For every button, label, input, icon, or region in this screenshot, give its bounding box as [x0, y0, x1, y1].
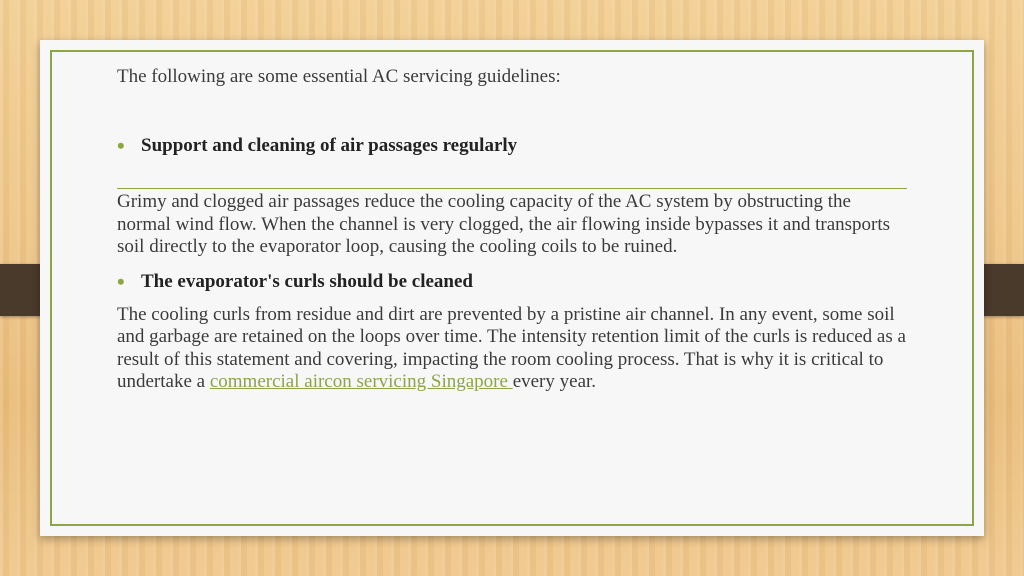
bullet-icon: •	[117, 133, 125, 158]
section1-heading-text: Support and cleaning of air passages regularly	[141, 135, 518, 156]
section2-text-before-link: The cooling curls from residue and dirt are prevented by a pristine air channel. In any event, some soil and garbage are retained on the loops over time. The intensity retention limit of the curls is reduced as a result of this statement and covering, impacting the room cooling process. That is why it is critical to undertake a	[117, 303, 906, 392]
bullet-icon: •	[117, 268, 125, 294]
commercial-aircon-link[interactable]: commercial aircon servicing Singapore	[209, 371, 513, 392]
intro-text: The following are some essential AC servicing guidelines:	[117, 66, 561, 87]
section-divider	[117, 188, 907, 189]
section2-paragraph	[117, 304, 907, 394]
section2-text-after-link: every year.	[512, 371, 597, 392]
section1-heading	[117, 134, 907, 158]
slide-card	[40, 40, 984, 536]
section2-heading-text: The evaporator's curls should be cleaned	[141, 270, 473, 292]
section2-heading	[117, 269, 907, 295]
slide-content	[117, 65, 907, 394]
section1-paragraph: Grimy and clogged air passages reduce the cooling capacity of the AC system by obstructing the normal wind flow. When the channel is very clogged, the air flowing inside bypasses it and transports soil directly to the evaporator loop, causing the cooling coils to be ruined.	[117, 191, 891, 257]
